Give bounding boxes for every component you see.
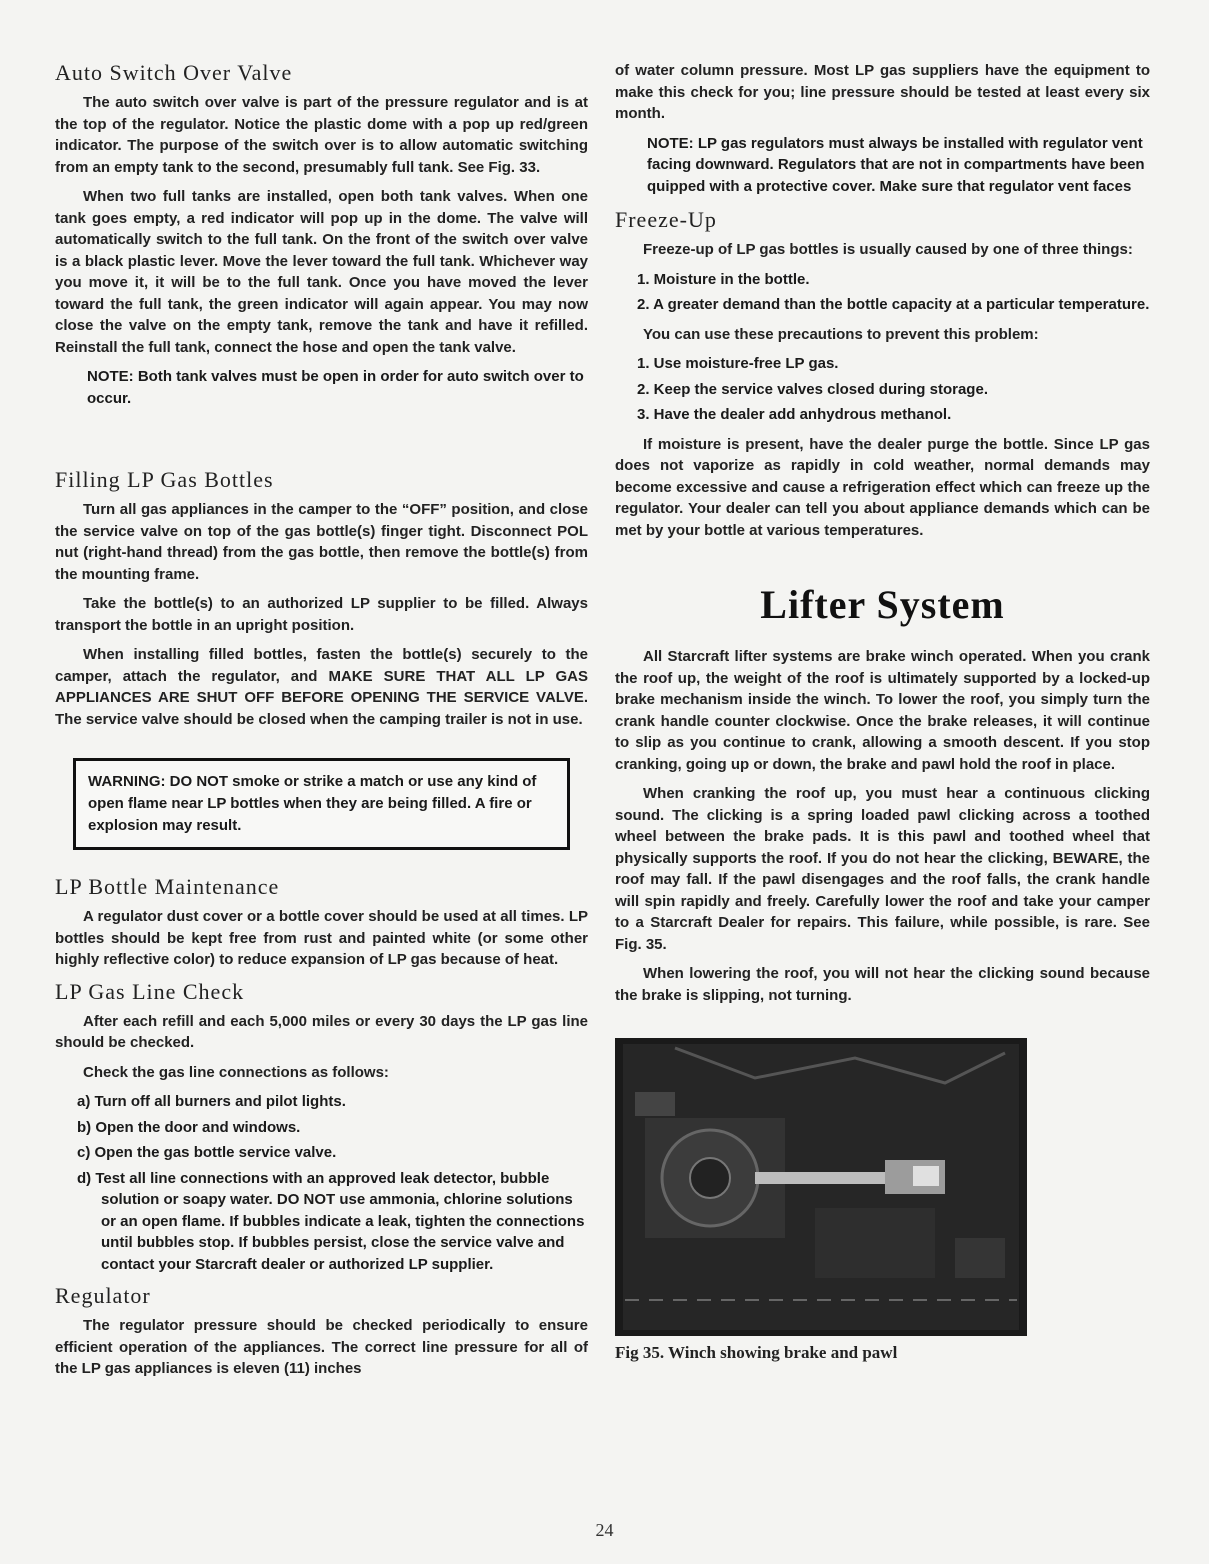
auto-switch-paragraph-2: When two full tanks are installed, open both tank valves. When one tank goes empty, a red indicator will pop up in the dome. The valve will automatically switch to the full tank. On the front of the switch over valve is a black plastic lever. Move the lever toward the full tank. Whichever way you move it, it will be to the full tank. Once you have moved the lever toward the full tank, the green indicator will again appear. You may now close the valve on the empty tank, remove the tank and have it refilled. Reinstall the full tank, connect the hose and open the tank valve. [55, 188, 588, 356]
warning-box: WARNING: DO NOT smoke or strike a match or use any kind of open flame near LP bottles when they are being filled. A fire or explosion may result. [73, 758, 570, 850]
filling-paragraph-1: Turn all gas appliances in the camper to the “OFF” position, and close the service valve on top of the gas bottle(s) finger tight. Disconnect POL nut (right-hand thread) from the gas bottle, then remove the bottle(s) from the mounting frame. [55, 501, 588, 583]
regulator-continued: of water column pressure. Most LP gas suppliers have the equipment to make this check for you; line pressure should be tested at least every six month. [615, 62, 1150, 122]
lifter-p2-end: the roof may fall. If the pawl disengages and the roof falls, the crank handle will spin rapidly and freely. Carefully lower the roof and take your camper to a Starcraft Dealer for repairs. This failure, while possible, is rare. See Fig. 35. [615, 849, 1150, 953]
line-check-heading: LP Gas Line Check [55, 978, 245, 1004]
maintenance-paragraph: A regulator dust cover or a bottle cover should be used at all times. LP bottles should be kept free from rust and painted white (or some other highly reflective color) to reduce expansion of LP gas because of heat. [55, 908, 588, 968]
regulator-heading: Regulator [55, 1283, 151, 1308]
filling-paragraph-2: Take the bottle(s) to an authorized LP supplier to be filled. Always transport the bottle in an upright position. [55, 595, 588, 634]
regulator-paragraph: The regulator pressure should be checked periodically to ensure efficient operation of the appliances. The correct line pressure for all of the LP gas appliances is eleven (11) inches [55, 1317, 588, 1377]
list-item: 1. Moisture in the bottle. [637, 270, 810, 288]
figure-caption: Fig 35. Winch showing brake and pawl [615, 1343, 898, 1362]
right-column [615, 60, 1150, 1364]
step-d-text: d) Test all line connections with an approved leak detector, bubble solution or soapy water. [77, 1169, 550, 1208]
list-item: b) Open the door and windows. [77, 1118, 301, 1136]
list-item: c) Open the gas bottle service valve. [77, 1144, 337, 1161]
list-item: 2. A greater demand than the bottle capacity at a particular temperature. [637, 296, 1150, 313]
step-d-emphasis: DO NOT [276, 1191, 336, 1208]
lifter-paragraph-1: All Starcraft lifter systems are brake winch operated. When you crank the roof up, the weight of the roof is ultimately supported by a locked-up brake mechanism inside the winch. To lower the roof, you simply turn the crank handle counter clockwise. Once the brake releases, it will continue to slip as you continue to crank, allowing a smooth descent. If you stop cranking, going up or down, the brake and pawl hold the roof in place. [615, 648, 1150, 773]
filling-p3-end: The service valve should be closed when the camping trailer is not in use. [55, 710, 583, 728]
freeze-precautions [637, 353, 1150, 426]
regulator-note [647, 133, 1150, 198]
winch-photo [615, 1038, 1027, 1336]
note-text: Both tank valves must be open in order for auto switch over to occur. [87, 368, 584, 407]
note-label: NOTE: [87, 368, 134, 385]
list-item: 3. Have the dealer add anhydrous methanol. [637, 406, 952, 423]
note-text: LP gas regulators must always be installed with regulator vent facing downward. Regulators that are not in compartments have been quipped with a protective cover. Make sure that regulator vent faces [647, 134, 1145, 195]
list-item [77, 1168, 588, 1276]
freeze-up-heading: Freeze-Up [615, 207, 717, 232]
page-number: 24 [595, 1520, 614, 1540]
freeze-up-paragraph-1: Freeze-up of LP gas bottles is usually caused by one of three things: [643, 241, 1133, 258]
list-item: 1. Use moisture-free LP gas. [637, 355, 839, 372]
filling-paragraph-3 [55, 644, 588, 730]
lifter-p2-emphasis: BEWARE, [1052, 849, 1123, 867]
filling-p3-emphasis: MAKE SURE THAT ALL LP GAS APPLIANCES ARE SHUT OFF BEFORE OPENING THE SERVICE VALVE. [55, 667, 588, 706]
lifter-p2-text: When cranking the roof up, you must hear a continuous clicking sound. The clicking is a spring loaded pawl clicking across a toothed wheel between the brake pads. It is this pawl and toothed wheel that physically supports the roof. If you do not hear the clicking, [615, 785, 1150, 867]
freeze-causes [637, 269, 1150, 316]
lifter-paragraph-3: When lowering the roof, you will not hear the clicking sound because the brake is slipping, not turning. [615, 965, 1150, 1004]
filling-p3-text: When installing filled bottles, fasten the bottle(s) securely to the camper, attach the regulator, and [55, 646, 588, 685]
auto-switch-heading: Auto Switch Over Valve [55, 60, 293, 85]
winch-image [615, 1038, 1027, 1336]
line-check-steps [77, 1091, 588, 1275]
step-d-end: use ammonia, chlorine solutions or an open flame. If bubbles indicate a leak, tighten the connections until bubbles stop. If bubbles persist, close the service valve and contact your Starcraft dealer or authorized LP supplier. [101, 1191, 585, 1273]
lifter-paragraph-2 [615, 783, 1150, 955]
left-column [55, 60, 588, 1388]
freeze-up-paragraph-2: You can use these precautions to prevent this problem: [643, 325, 1039, 343]
note-label: NOTE: [647, 134, 694, 152]
lifter-system-title: Lifter System [760, 582, 1005, 627]
line-check-paragraph-1: After each refill and each 5,000 miles or every 30 days the LP gas line should be checked. [55, 1012, 588, 1051]
auto-switch-note [87, 366, 588, 409]
freeze-up-paragraph-3: If moisture is present, have the dealer purge the bottle. Since LP gas does not vaporize as rapidly in cold weather, normal demands may become excessive and cause a refrigeration effect which can freeze up the regulator. Your dealer can tell you about appliance demands which can be met by your bottle at various temperatures. [615, 435, 1150, 539]
line-check-paragraph-2: Check the gas line connections as follows: [83, 1063, 389, 1081]
auto-switch-paragraph-1: The auto switch over valve is part of the pressure regulator and is at the top of the regulator. Notice the plastic dome with a pop up red/green indicator. The purpose of the switch over is to allow automatic switching from an empty tank to the second, presumably full tank. See Fig. 33. [55, 94, 588, 176]
list-item: 2. Keep the service valves closed during storage. [637, 380, 988, 398]
filling-heading: Filling LP Gas Bottles [55, 467, 274, 492]
maintenance-heading: LP Bottle Maintenance [55, 874, 280, 899]
list-item: a) Turn off all burners and pilot lights. [77, 1093, 346, 1110]
